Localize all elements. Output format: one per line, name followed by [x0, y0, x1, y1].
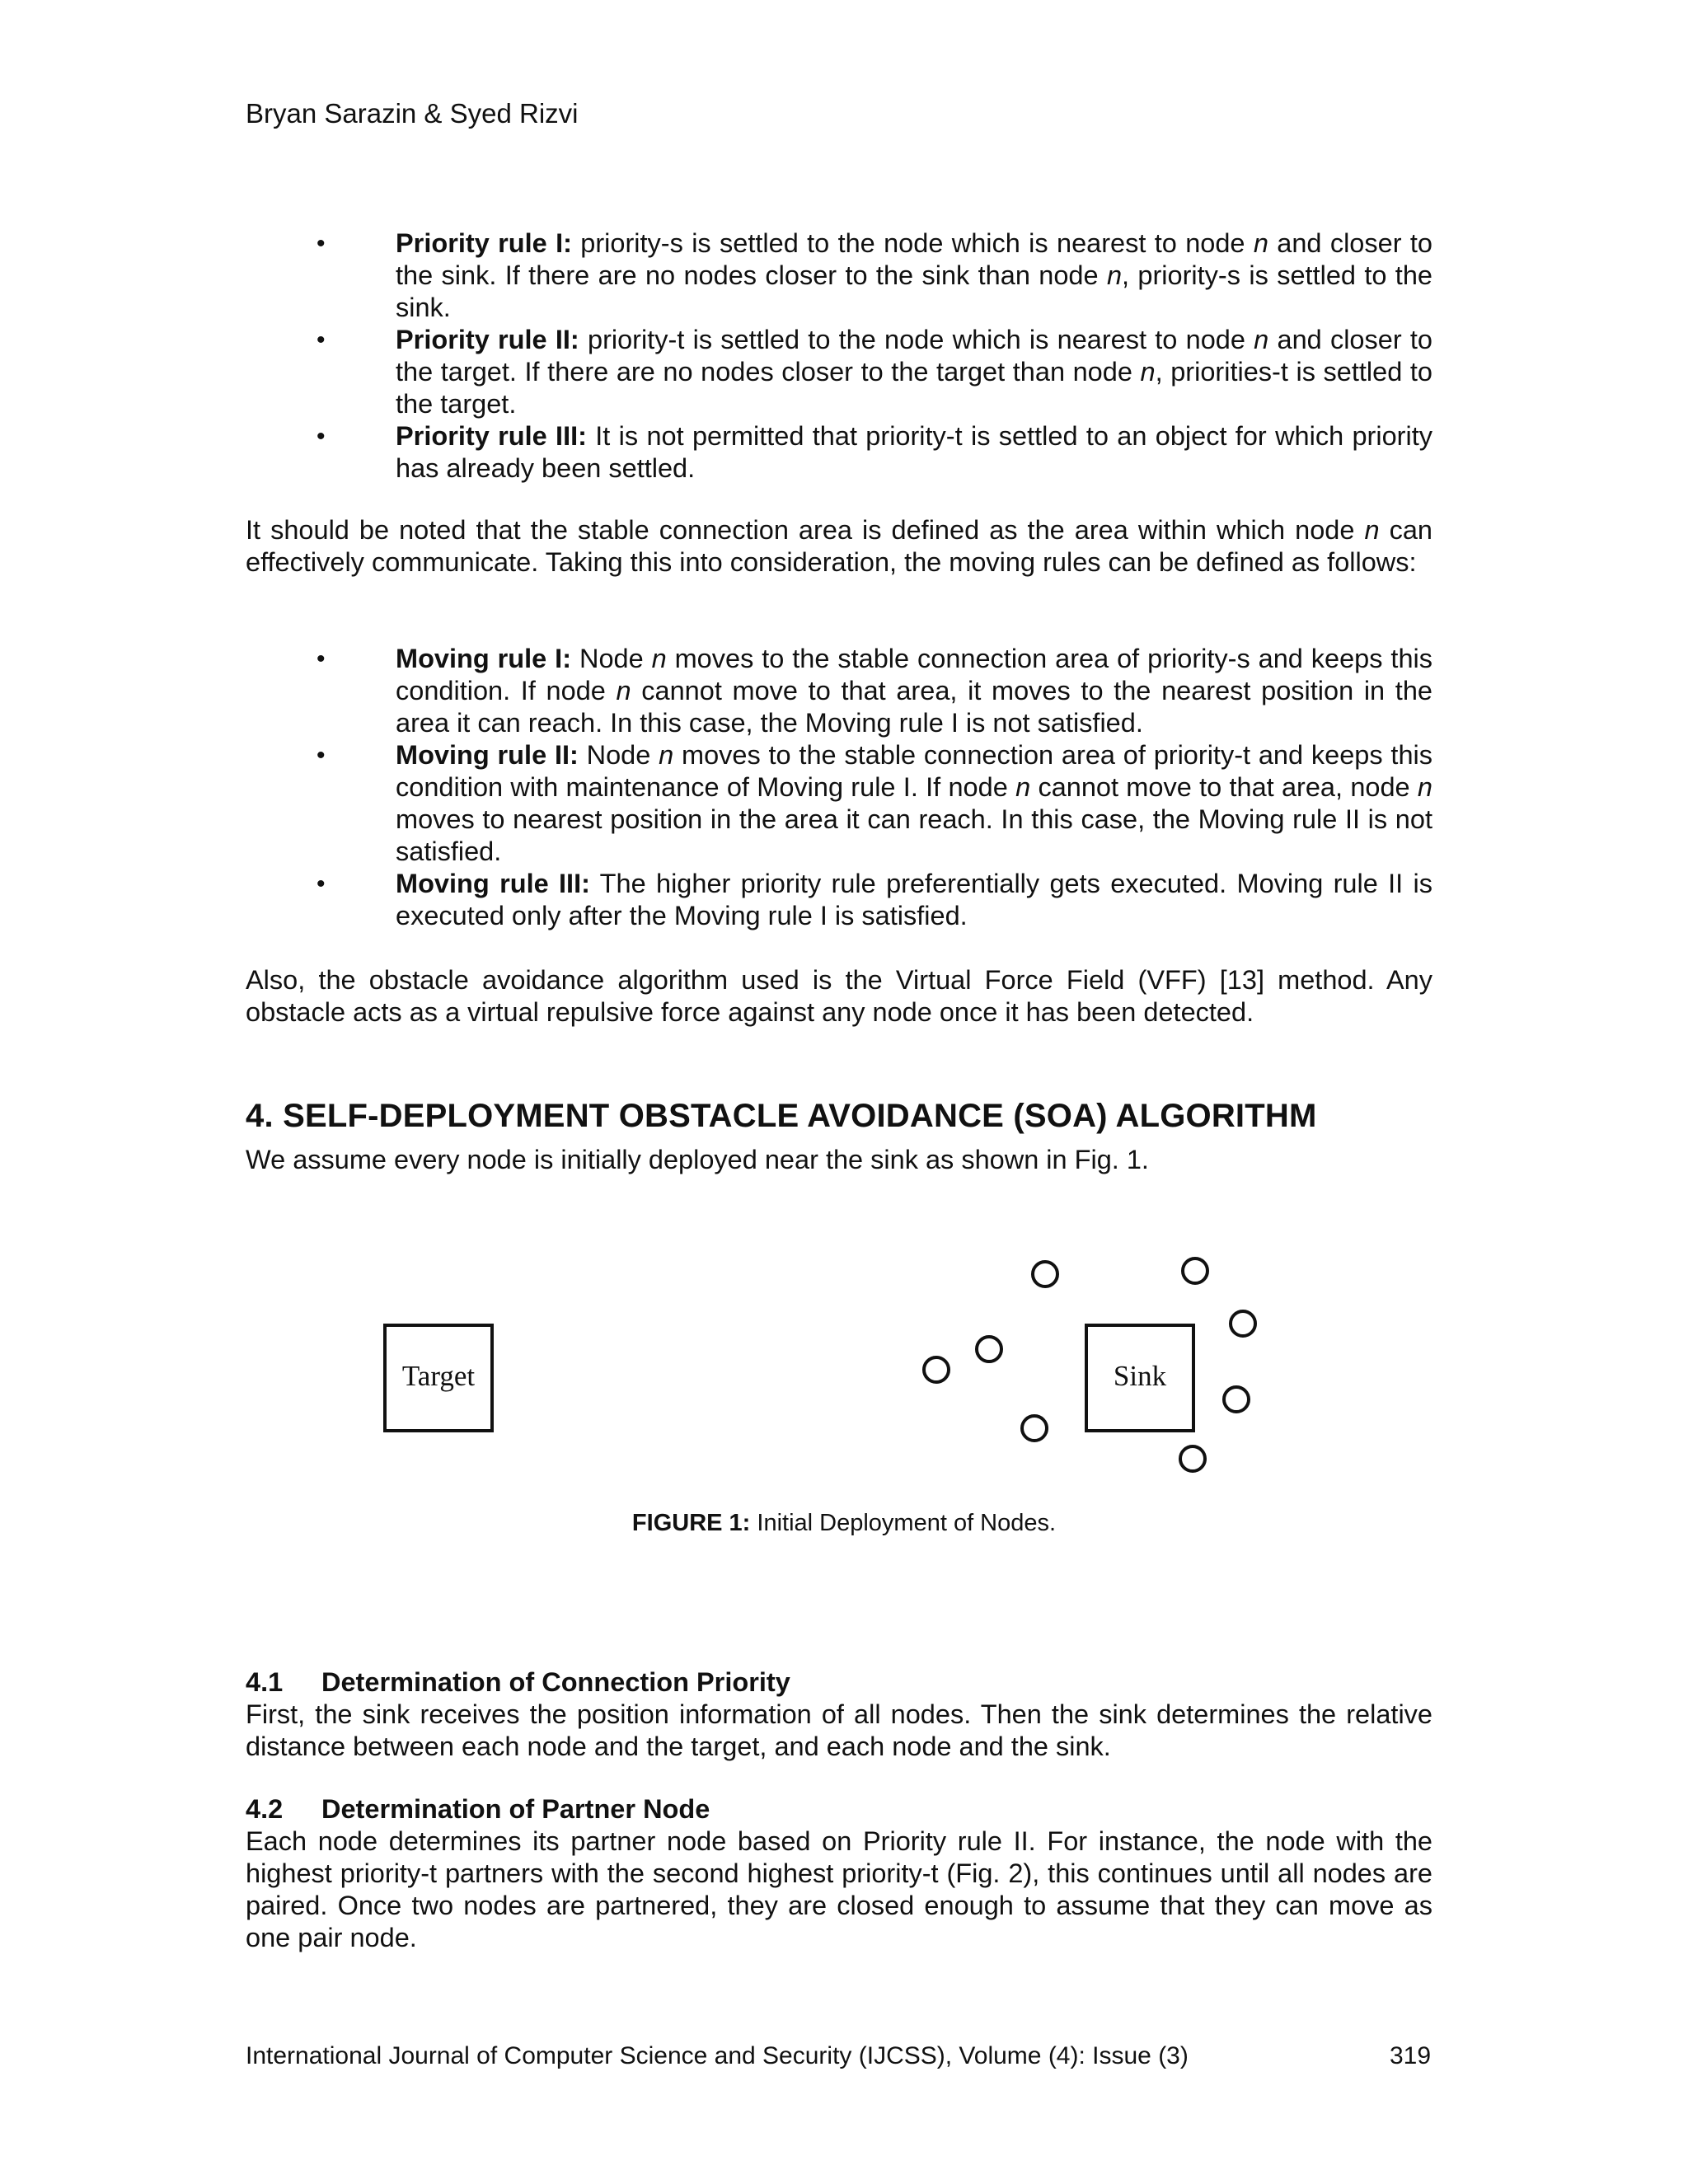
priority-rules-list [246, 227, 1432, 485]
bullet-icon: • [316, 742, 326, 769]
sink-box [1086, 1325, 1193, 1431]
rule-label: Priority rule II: [396, 325, 579, 354]
subsection-4-2-text: Each node determines its partner node based on Priority rule II. For instance, the node with the highest priority-t partners with the second highest priority-t (Fig. 2), this continues until all nodes are paired. Once two nodes are partnered, they are closed enough to assume that they can move as one pair node. [246, 1826, 1432, 1952]
bullet-icon: • [316, 230, 326, 257]
rule-label: Priority rule III: [396, 421, 587, 451]
list-item: • Priority rule II: priority-t is settled to the node which is nearest to node n and closer to the target. If there are no nodes closer to the target than node n, priorities-t is settled to the target. [316, 325, 1432, 419]
section-intro: We assume every node is initially deployed near the sink as shown in Fig. 1. [246, 1145, 1149, 1174]
sink-label: Sink [1113, 1360, 1167, 1392]
section-title: 4. SELF-DEPLOYMENT OBSTACLE AVOIDANCE (SOA) ALGORITHM [246, 1098, 1317, 1134]
footer-journal: International Journal of Computer Science and Security (IJCSS), Volume (4): Issue (3) [246, 2042, 1189, 2069]
node-circle [1180, 1446, 1205, 1471]
node-circle [1183, 1258, 1207, 1283]
bullet-icon: • [316, 645, 326, 673]
bullet-icon: • [316, 870, 326, 898]
subsection-4-1-text: First, the sink receives the position information of all nodes. Then the sink determines the relative distance between each node and the target, and each node and the sink. [246, 1699, 1432, 1761]
figure-caption: FIGURE 1: Initial Deployment of Nodes. [631, 1510, 1057, 1536]
node-circle [1224, 1387, 1249, 1412]
target-label: Target [401, 1360, 476, 1392]
subsection-4-1-title: 4.1 Determination of Connection Priority [246, 1667, 790, 1697]
node-circle [924, 1357, 949, 1382]
node-circle [1033, 1262, 1057, 1286]
running-header: Bryan Sarazin & Syed Rizvi [246, 98, 579, 129]
node-circle [1022, 1416, 1047, 1441]
bullet-icon: • [316, 326, 326, 354]
target-box [385, 1325, 492, 1431]
paragraph-vff: Also, the obstacle avoidance algorithm used is the Virtual Force Field (VFF) [13] method. Any obstacle acts as a virtual repulsive force against any node once it has been detected. [246, 965, 1432, 1027]
subsection-4-2-title: 4.2 Determination of Partner Node [246, 1794, 710, 1824]
bullet-icon: • [316, 423, 326, 450]
paragraph-stable-connection: It should be noted that the stable connection area is defined as the area within which node n can effectively communicate. Taking this into consideration, the moving rules can be defined as follows: [246, 515, 1432, 577]
list-item: • Priority rule I: priority-s is settled to the node which is nearest to node n and closer to the sink. If there are no nodes closer to the sink than node n, priority-s is settled to the sink. [316, 228, 1432, 322]
list-item: • Priority rule III: It is not permitted that priority-t is settled to an object for which priority has already been settled. [316, 421, 1432, 483]
list-item: • Moving rule I: Node n moves to the stable connection area of priority-s and keeps this condition. If node n cannot move to that area, it moves to the nearest position in the area it can reach. In this case, the Moving rule I is not satisfied. [316, 644, 1433, 738]
rule-label: Priority rule I: [396, 228, 572, 258]
moving-rules-list [246, 643, 1432, 932]
rule-label: Moving rule I: [396, 644, 572, 673]
list-item: • Moving rule II: Node n moves to the stable connection area of priority-t and keeps this condition with maintenance of Moving rule I. If node n cannot move to that area, node n moves to nearest position in the area it can reach. In this case, the Moving rule II is not satisfied. [316, 740, 1432, 866]
rule-label: Moving rule II: [396, 740, 579, 770]
rule-label: Moving rule III: [396, 869, 590, 898]
list-item: • Moving rule III: The higher priority rule preferentially gets executed. Moving rule II is executed only after the Moving rule I is satisfied. [316, 869, 1432, 930]
node-circle [977, 1337, 1001, 1361]
page-number: 319 [1390, 2042, 1432, 2069]
node-circle [1231, 1311, 1255, 1336]
